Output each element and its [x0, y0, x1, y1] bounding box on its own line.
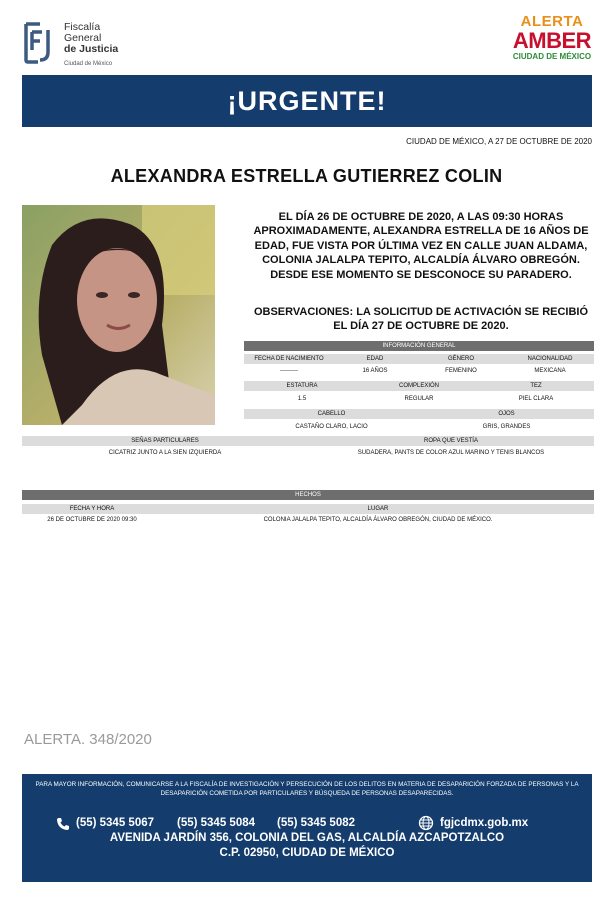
- value-height: 1.5: [297, 396, 307, 402]
- value-age: 16 AÑOS: [362, 368, 388, 374]
- general-info-header-row-3: [244, 409, 594, 419]
- header-nationality: NACIONALIDAD: [527, 356, 573, 362]
- value-clothing: SUDADERA, PANTS DE COLOR AZUL MARINO Y TENIS BLANCOS: [357, 450, 545, 456]
- fgj-logo-icon: [22, 20, 58, 64]
- hechos-title: HECHOS: [22, 490, 594, 500]
- issue-date: CIUDAD DE MÉXICO, A 27 DE OCTUBRE DE 2020: [406, 137, 592, 146]
- general-info-header-row-1: [244, 354, 594, 364]
- value-skin: PIEL CLARA: [518, 396, 554, 402]
- header-skin: TEZ: [530, 383, 542, 389]
- value-birthdate: ---------: [280, 368, 298, 374]
- missing-person-name: ALEXANDRA ESTRELLA GUTIERREZ COLIN: [110, 166, 503, 186]
- fgj-logo-text: Fiscalía General de Justicia Ciudad de México: [64, 21, 119, 67]
- urgent-banner: [22, 75, 592, 127]
- general-info-value-row-4: [22, 448, 594, 459]
- value-build: REGULAR: [404, 396, 434, 402]
- value-hair: CASTAÑO CLARO, LACIO: [295, 424, 368, 430]
- address-line-1: AVENIDA JARDÍN 356, COLONIA DEL GAS, ALCALDÍA AZCAPOTZALCO: [109, 832, 505, 844]
- header-height: ESTATURA: [286, 383, 318, 389]
- contact-address: [22, 831, 592, 861]
- header-build: COMPLEXIÓN: [398, 383, 439, 389]
- phone-icon: [56, 817, 70, 831]
- general-info-value-row-1: [244, 366, 594, 377]
- missing-person-photo: [22, 205, 215, 425]
- header-marks: SEÑAS PARTICULARES: [131, 438, 199, 444]
- header-gender: GÉNERO: [447, 356, 474, 362]
- general-info-header-row-4: [22, 436, 594, 446]
- general-info-value-row-3: [244, 422, 594, 433]
- header-birthdate: FECHA DE NACIMIENTO: [254, 356, 324, 362]
- alerta-amber-logo: ALERTA AMBER CIUDAD DE MÉXICO: [512, 13, 592, 61]
- address-line-2: C.P. 02950, CIUDAD DE MÉXICO: [219, 847, 395, 859]
- hechos-header-row: [22, 504, 594, 514]
- alert-number: ALERTA. 348/2020: [24, 731, 152, 748]
- header-date-time: FECHA Y HORA: [69, 506, 115, 512]
- hechos-value-row: [22, 515, 594, 526]
- general-info-value-row-2: [244, 394, 594, 405]
- globe-icon: [418, 815, 434, 831]
- general-info-title: INFORMACIÓN GENERAL: [244, 341, 594, 351]
- contact-info-text: PARA MAYOR INFORMACIÓN, COMUNICARSE A LA FISCALÍA DE INVESTIGACIÓN Y PERSECUCIÓN DE LOS DELITOS EN MATERIA DE DESAPARICIÓN FORZADA DE PERSONAS Y LA DESAPARICIÓN COMETIDA POR PARTICULARES Y BÚSQUEDA DE PERSONAS DESAPARECIDAS.: [35, 781, 579, 797]
- phone-2[interactable]: (55) 5345 5084: [177, 817, 256, 829]
- value-nationality: MEXICANA: [534, 368, 566, 374]
- value-date-time: 26 DE OCTUBRE DE 2020 09:30: [47, 517, 137, 523]
- value-place: COLONIA JALALPA TEPITO, ALCALDÍA ÁLVARO OBREGÓN, CIUDAD DE MÉXICO.: [263, 517, 493, 523]
- header-age: EDAD: [366, 356, 384, 362]
- general-info-header-row-2: [244, 381, 594, 391]
- header-clothing: ROPA QUE VESTÍA: [424, 438, 478, 444]
- header-hair: CABELLO: [317, 411, 346, 417]
- value-marks: CICATRIZ JUNTO A LA SIEN IZQUIERDA: [108, 450, 222, 456]
- value-eyes: GRIS, GRANDES: [482, 424, 531, 430]
- urgent-title: ¡URGENTE!: [227, 85, 387, 116]
- website-link[interactable]: fgjcdmx.gob.mx: [440, 817, 529, 829]
- header-eyes: OJOS: [498, 411, 515, 417]
- case-observations: OBSERVACIONES: LA SOLICITUD DE ACTIVACIÓN SE RECIBIÓ EL DÍA 27 DE OCTUBRE DE 2020.: [253, 306, 589, 333]
- header-place: LUGAR: [367, 506, 389, 512]
- case-description: EL DÍA 26 DE OCTUBRE DE 2020, A LAS 09:30 HORAS APROXIMADAMENTE, ALEXANDRA ESTRELLA DE 16 AÑOS DE EDAD, FUE VISTA POR ÚLTIMA VEZ EN CALLE JUAN ALDAMA, COLONIA JALALPA TEPITO, ALCALDÍA ÁLVARO OBREGÓN. DESDE ESE MOMENTO SE DESCONOCE SU PARADERO.: [253, 211, 589, 281]
- value-gender: FEMENINO: [445, 368, 477, 374]
- contact-footer: [22, 774, 592, 882]
- phone-3[interactable]: (55) 5345 5082: [277, 817, 356, 829]
- phone-1[interactable]: (55) 5345 5067: [76, 817, 155, 829]
